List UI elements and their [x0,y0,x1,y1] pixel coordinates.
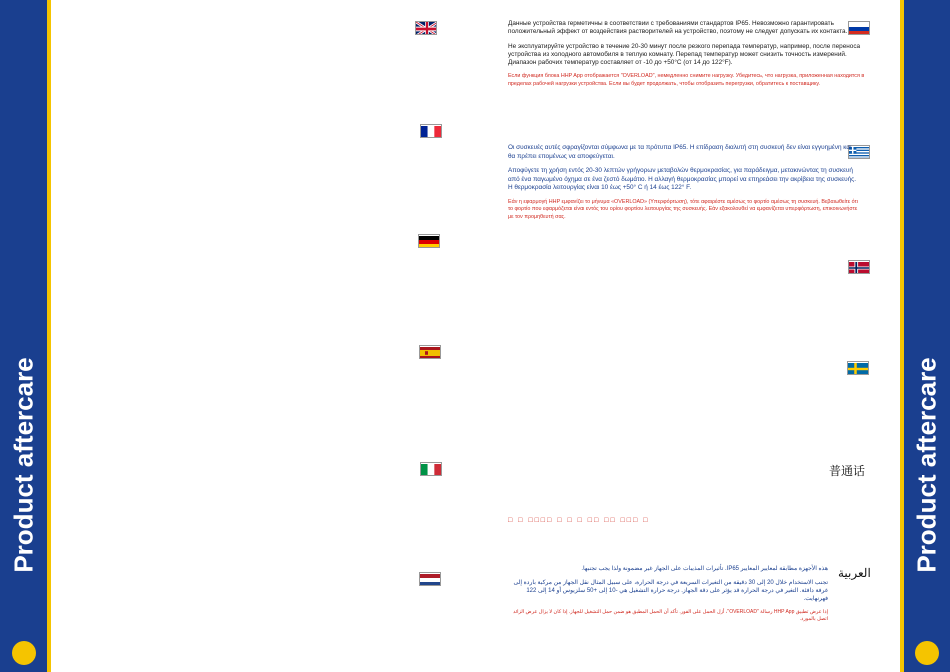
sidebar-title: Product aftercare [8,357,38,573]
russian-text-block [508,20,868,94]
el-paragraph-2: Αποφύγετε τη χρήση εντός 20-30 λεπτών γρήγορων μεταβολών θερμοκρασίας, για παράδειγμα, μετακινώντας τη συσκευή από ένα παγωμένο όχημα σε ένα ζεστό δωμάτιο. Η αλλαγή θερμοκρασίας μπορεί να επηρεάσει την ακρίβεια της συσκευής. Η θερμοκρασία λειτουργίας είναι 10 έως +50° C ή 14 έως 122° F. [508,167,857,191]
chinese-text-line: □ □ □□□□ □ □ □ □□ □□ □□□ □ [508,517,650,524]
right-sidebar [900,0,950,672]
left-sidebar [0,0,51,672]
spain-flag-icon [419,345,441,359]
germany-flag-icon [418,234,440,248]
arabic-text-block [510,565,828,629]
sidebar-title-right: Product aftercare [911,357,942,573]
italy-flag-icon [420,462,442,476]
ru-paragraph-2: Не эксплуатируйте устройство в течение 20-30 минут после резкого перепада температур, например, после переноса устройства из холодного автомобиля в теплую комнату. Перепад температур может снизить точность измерений. Диапазон рабочих температур составляет от -10 до +50°C (от 14 до 122°F). [508,42,861,67]
el-warning: Εάν η εφαρμογή HHP εμφανίζει το μήνυμα «OVERLOAD» (Υπερφόρτωση), τότε αφαιρέστε αμέσως το φορτίο αμέσως τη συσκευή. Βεβαιωθείτε ότι το φορτίο που εφαρμόζεται είναι εντός του ορίου φορτίου λειτουργίας της συσκευής. Εάν εξακολουθεί να εμφανίζεται υπερφόρτωση, επικοινωνήστε με τον προμηθευτή σας. [508,198,858,220]
uk-flag-icon [415,21,437,35]
france-flag-icon [420,124,442,138]
el-paragraph-1: Οι συσκευές αυτές σφραγίζονται σύμφωνα με τα πρότυπα IP65. Η επίδραση διαλυτή στη συσκευή δεν είναι εγγυημένη και θα πρέπει επομένως να αποφεύγεται. [508,144,852,160]
ar-paragraph-2: تجنب الاستخدام خلال 20 إلى 30 دقيقة من التغيرات السريعة في درجة الحرارة، على سبيل المثال نقل الجهاز من مركبة باردة إلى غرفة دافئة. التغير في درجة الحرارة قد يؤثر على دقة الجهاز. درجة حرارة التشغيل هي -10 إلى +50 سلزيوس أو 14 إلى 122 فهرنهايت. [513,580,828,602]
ru-paragraph-1: Данные устройства герметичны в соответствии с требованиями стандартов IP65. Невозможно гарантировать положительный эффект от воздействия растворителей на устройство, поэтому не следует допускать их контакта. [508,20,848,36]
greek-text-block [508,144,860,227]
yellow-dot-right [915,641,939,665]
arabic-language-label: العربية [838,566,871,580]
netherlands-flag-icon [419,572,441,586]
yellow-dot [12,641,36,665]
ar-paragraph-1: هذه الأجهزة مطابقة لمعايير المعايير IP65. تأثيرات المذيبات على الجهاز غير مضمونة ولذا يجب تجنبها. [581,566,828,572]
sweden-flag-icon [847,361,869,375]
ru-warning: Если функция блока HHP App отображается "OVERLOAD", немедленно снимите нагрузку. Убедитесь, что нагрузка, приложенная находится в пределах рабочей нагрузки устройства. Если вы будет продолжать, чтобы отобразить перегрузки, обратитесь к поставщику. [508,73,865,87]
ar-warning: إذا عرض تطبيق HHP App رسالة "OVERLOAD"، أزل الحمل على الفور. تأكد أن الحمل المطبق هو ضمن حمل التشغيل للجهاز. إذا كان لا يزال عرض الزائد اتصل بالمورد. [513,609,828,622]
norway-flag-icon [848,260,870,274]
chinese-language-label: 普通话 [829,464,866,478]
